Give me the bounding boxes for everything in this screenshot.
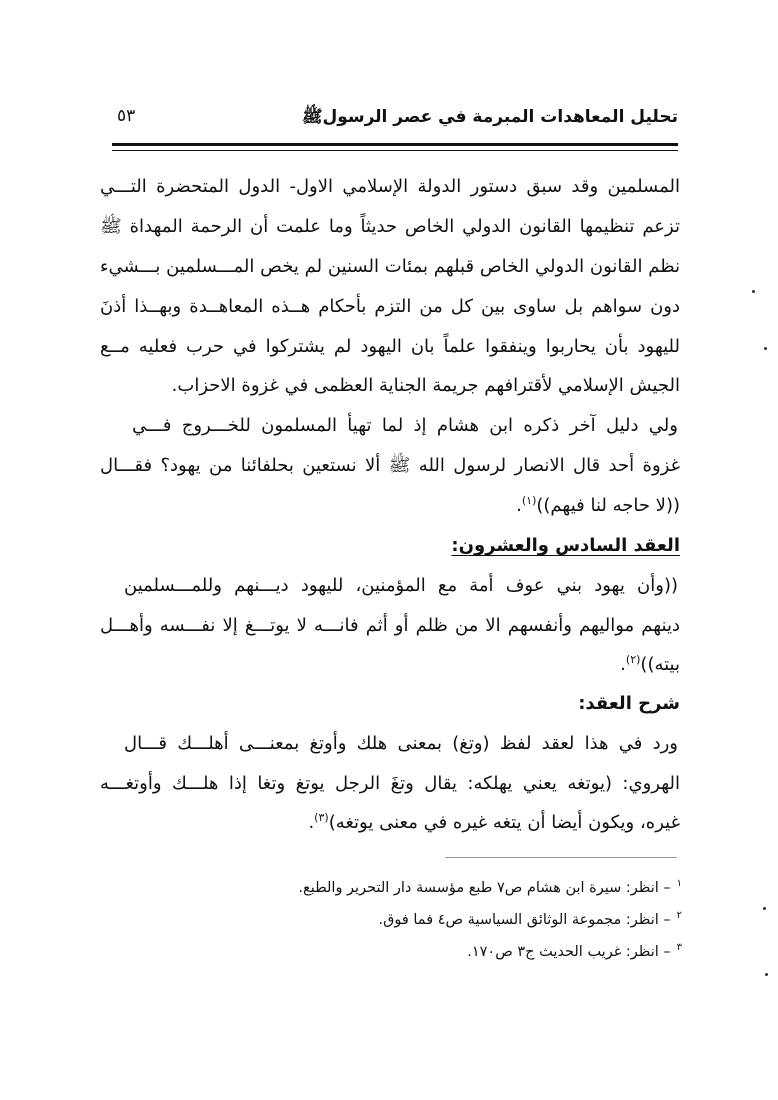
- footnote-ref-3: (٣): [314, 811, 329, 824]
- explanation-end-text: غيره، ويكون أيضا أن يتغه غيره في معنى يوتغه): [328, 812, 680, 833]
- treaty-line-2: دينهم مواليهم وأنفسهم الا من ظلم أو أثم فانـــه لا يوتـــغ إلا نفـــسه وأهـــل: [100, 615, 680, 636]
- footnote-separator: [445, 857, 677, 858]
- body-line-4: دون سواهم بل ساوى بين كل من التزم بأحكام هــذه المعاهــدة وبهــذا أذنَ: [100, 296, 680, 317]
- explanation-heading-text: شرح العقد:: [578, 693, 680, 714]
- body-line-1: المسلمين وقد سبق دستور الدولة الإسلامي الاول- الدول المتحضرة التـــي: [100, 176, 680, 197]
- treaty-end-text: بيته)): [640, 654, 680, 675]
- footnote-ref-2: (٢): [625, 653, 641, 666]
- body-line-5: لليهود بأن يحاربوا وينفقوا علماً بان اليهود لم يشتركوا في حرب فعليه مــع: [100, 336, 680, 357]
- footnote-3: [467, 936, 682, 960]
- footnote-marker: ٣: [676, 942, 682, 953]
- footnote-2: [379, 904, 683, 928]
- scan-speck: [765, 973, 768, 976]
- footnote-marker: ٢: [676, 910, 682, 921]
- explanation-line-1: ورد في هذا لعقد لفظ (وتغ) بمعنى هلك وأوتغ بمعنـــى أهلـــك قـــال: [124, 733, 678, 754]
- footnote-marker: ١: [676, 878, 682, 889]
- sentence-end: .: [620, 654, 626, 675]
- explanation-line-2: الهروي: (يوتغه يعني يهلكه: يقال وتغَ الرجل يوتغ وتغا إذا هلـــك وأوتغـــه: [100, 773, 680, 794]
- section-heading: [100, 531, 680, 561]
- treaty-line-1: ((وأن يهود بني عوف أمة مع المؤمنين، لليهود ديـــنهم وللمـــسلمين: [124, 575, 678, 596]
- treaty-line-3: [100, 650, 680, 680]
- scan-speck: [752, 290, 755, 293]
- running-title: تحليل المعاهدات المبرمة في عصر الرسولﷺ: [301, 107, 678, 127]
- explanation-line-3: [100, 808, 680, 838]
- body-line-9: [100, 491, 680, 521]
- scan-speck: [763, 907, 766, 910]
- footnote-text: – انظر: غريب الحديث ج٣ ص١٧٠.: [467, 943, 671, 960]
- section-heading-text: العقد السادس والعشرون:: [451, 535, 680, 556]
- scan-speck: [764, 347, 767, 350]
- sentence-end: .: [308, 812, 315, 833]
- header-rule-thick: [112, 143, 678, 146]
- footnote-ref-1: (١): [521, 494, 537, 507]
- footnote-text: – انظر: سيرة ابن هشام ص٧ طبع مؤسسة دار التحرير والطبع.: [298, 879, 671, 896]
- explanation-heading: [100, 689, 680, 719]
- footnote-1: [298, 872, 682, 896]
- quote-text: ((لا حاجه لنا فيهم)): [536, 495, 680, 516]
- body-line-6: الجيش الإسلامي لأقترافهم جريمة الجناية العظمى في غزوة الاحزاب.: [171, 375, 680, 396]
- footnote-text: – انظر: مجموعة الوثائق السياسية ص٤ فما فوق.: [378, 911, 671, 928]
- page-number: ٥٣: [117, 106, 136, 126]
- sentence-end: .: [516, 495, 522, 516]
- header-rule-thin: [112, 150, 678, 151]
- body-line-8: غزوة أحد قال الانصار لرسول الله ﷺ ألا نستعين بحلفائنا من يهود؟ فقـــال: [100, 455, 680, 476]
- body-line-3: نظم القانون الدولي الخاص قبلهم بمئات السنين لم يخص المـــسلمين بـــشيء: [100, 256, 680, 277]
- body-line-7: ولي دليل آخر ذكره ابن هشام إذ لما تهيأ المسلمون للخـــروج فـــي: [132, 415, 678, 436]
- body-line-2: تزعم تنظيمها القانون الدولي الخاص حديثاً وما علمت أن الرحمة المهداة ﷺ: [100, 216, 680, 237]
